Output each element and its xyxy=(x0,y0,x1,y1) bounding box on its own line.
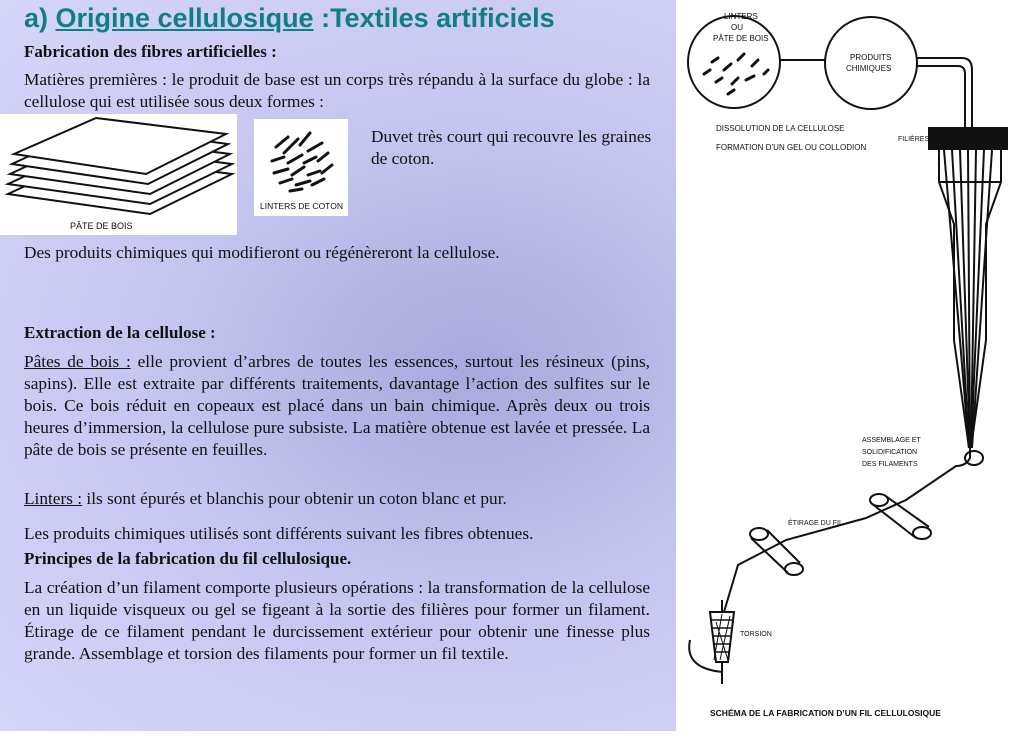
linters-drawing xyxy=(254,119,348,216)
para-principes: La création d’un filament comporte plusieurs opérations : la transformation de la cellulose en un liquide visqueux ou gel se figeant à la sortie des filières pour former un filament. Étirage de ce filament pendant le durcissement extérieur pour obtenir une finesse plus grande. Assemblage et torsion des filaments pour former un fil textile. xyxy=(24,578,650,663)
linters-label: LINTERS DE COTON xyxy=(260,201,343,211)
diagram-etirage: ÉTIRAGE DU FIL xyxy=(788,520,843,527)
diagram-linters-line2: OU xyxy=(731,23,743,32)
para-linters xyxy=(24,488,650,510)
diagram-linters-line1: LINTERS xyxy=(724,12,758,21)
diagram-assemblage-line1: ASSEMBLAGE ET xyxy=(862,437,921,444)
para-chimiques: Les produits chimiques utilisés sont différents suivant les fibres obtenues. xyxy=(24,524,534,543)
para-matieres: Matières premières : le produit de base est un corps très répandu à la surface du globe : la cellulose qui est utilisée sous deux formes : xyxy=(24,70,650,111)
diagram-caption: SCHÉMA DE LA FABRICATION D’UN FIL CELLULOSIQUE xyxy=(710,708,941,718)
para-pates xyxy=(24,351,650,461)
heading-extraction: Extraction de la cellulose : xyxy=(24,323,216,342)
diagram-produits-line2: CHIMIQUES xyxy=(846,64,892,73)
heading-fabrication: Fabrication des fibres artificielles : xyxy=(24,42,277,61)
diagram-torsion: TORSION xyxy=(740,631,772,638)
linters-term: Linters : xyxy=(24,489,83,508)
pates-text: elle provient d’arbres de toutes les essences, surtout les résineux (pins, sapins). Elle est extraite par différents traitements, davantage l’action des sulfites sur le bois. Ce bois réduit en copeaux est placé dans un bain chimique. Après deux ou trois heures d’immersion, la cellulose pure subsiste. La matière obtenue est lavée et pressée. La pâte de bois se présente en feuilles. xyxy=(24,352,651,459)
heading-principes: Principes de la fabrication du fil cellulosique. xyxy=(24,549,352,568)
roller-top xyxy=(965,451,983,465)
para-duvet: Duvet très court qui recouvre les graines de coton. xyxy=(371,127,652,168)
diagram-filieres: FILIÈRES xyxy=(898,136,930,143)
diagram-dissolution: DISSOLUTION DE LA CELLULOSE xyxy=(716,124,845,133)
produits-circle xyxy=(825,17,917,109)
diagram-produits-line1: PRODUITS xyxy=(850,53,892,62)
linters-text: ils sont épurés et blanchis pour obtenir un coton blanc et pur. xyxy=(82,489,507,508)
pate-de-bois-drawing xyxy=(0,114,237,235)
diagram-assemblage-line3: DES FILAMENTS xyxy=(862,461,918,468)
page-title xyxy=(24,3,674,34)
pates-label: Pâtes de bois : xyxy=(24,352,131,371)
para-produits: Des produits chimiques qui modifieront ou régénèreront la cellulose. xyxy=(24,243,500,262)
fabrication-diagram xyxy=(676,0,1024,731)
diagram-linters-line3: PÂTE DE BOIS xyxy=(713,34,769,43)
linters-image xyxy=(254,119,348,216)
pate-de-bois-label: PÂTE DE BOIS xyxy=(70,221,133,231)
diagram-formation: FORMATION D’UN GEL OU COLLODION xyxy=(716,143,867,152)
title-underlined: Origine cellulosique xyxy=(55,3,314,33)
diagram-assemblage-line2: SOLIDIFICATION xyxy=(862,449,918,456)
diagram-panel xyxy=(676,0,1024,731)
pate-de-bois-image xyxy=(0,114,237,235)
title-prefix: a) xyxy=(24,3,56,33)
filieres-block xyxy=(928,127,1008,150)
title-suffix: :Textiles artificiels xyxy=(313,3,555,33)
